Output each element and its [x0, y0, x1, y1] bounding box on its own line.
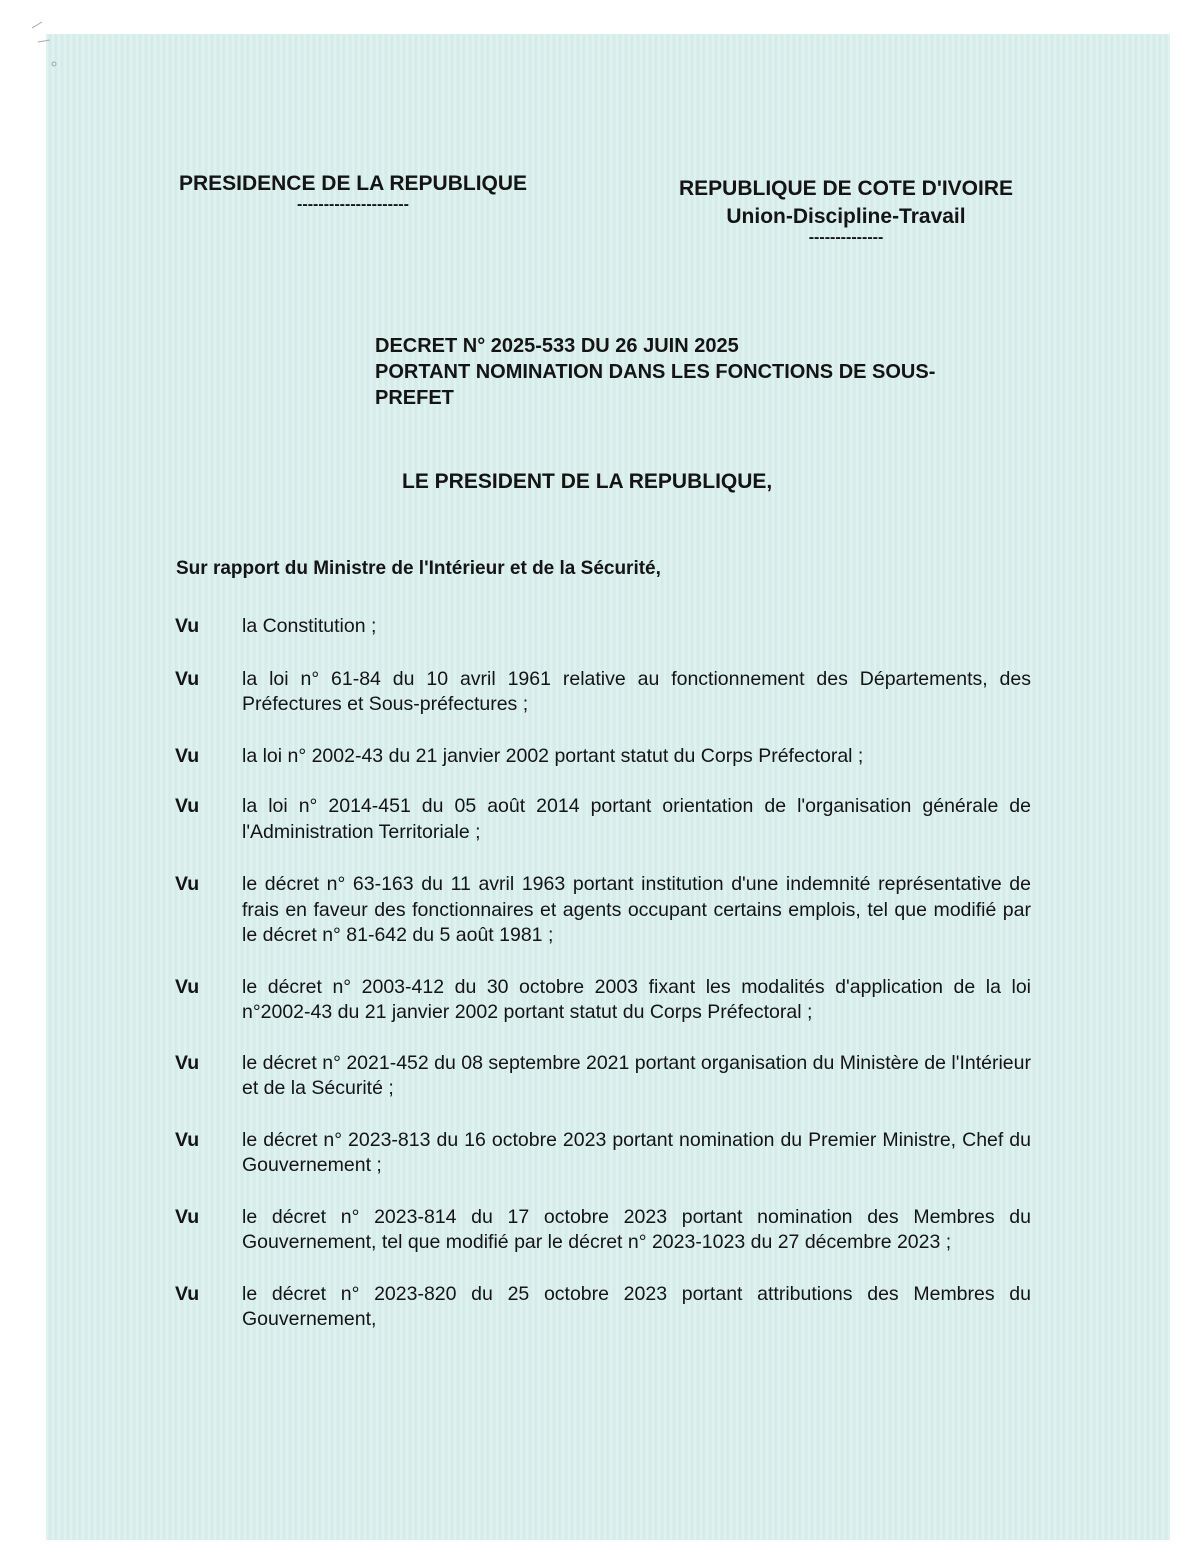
vu-label: Vu [175, 873, 200, 895]
president-heading: LE PRESIDENT DE LA REPUBLIQUE, [402, 470, 773, 493]
vu-text: le décret n° 2021-452 du 08 septembre 2021 portant organisation du Ministère de l'Intérieur et de la Sécurité ; [242, 1051, 1031, 1099]
vu-text: la Constitution ; [242, 615, 377, 637]
scan-artifact-mark [28, 20, 58, 70]
rapport-line: Sur rapport du Ministre de l'Intérieur et de la Sécurité, [176, 558, 661, 579]
vu-item [175, 1128, 1031, 1179]
vu-label: Vu [175, 975, 200, 998]
vu-item [175, 667, 1031, 718]
vu-item [175, 1205, 1031, 1256]
vu-item [175, 872, 1031, 949]
vu-text: la loi n° 61-84 du 10 avril 1961 relative au fonctionnement des Départements, des Préfectures et Sous-préfectures ; [242, 667, 1031, 715]
vu-text: le décret n° 2003-412 du 30 octobre 2003 fixant les modalités d'application de la loi n°2002-43 du 21 janvier 2002 portant statut du Corps Préfectoral ; [242, 975, 1031, 1023]
header-presidence [166, 170, 540, 212]
vu-text: le décret n° 2023-813 du 16 octobre 2023 portant nomination du Premier Ministre, Chef du Gouvernement ; [242, 1128, 1031, 1176]
vu-label: Vu [175, 1051, 200, 1074]
vu-label: Vu [175, 1205, 200, 1228]
decree-number-line: DECRET N° 2025-533 DU 26 JUIN 2025 [375, 335, 739, 357]
decree-subject-line: PORTANT NOMINATION DANS LES FONCTIONS DE SOUS- [375, 361, 936, 383]
vu-list [175, 614, 1031, 1333]
vu-label: Vu [175, 744, 200, 767]
vu-item [175, 744, 1031, 770]
vu-item [175, 1282, 1031, 1333]
decree-title [375, 333, 1035, 411]
vu-label: Vu [175, 1128, 200, 1151]
presidence-title: PRESIDENCE DE LA REPUBLIQUE [178, 172, 528, 195]
vu-label: Vu [175, 615, 200, 637]
header-republique [660, 175, 1032, 245]
vu-item [175, 794, 1031, 845]
vu-label: Vu [175, 795, 200, 817]
vu-text: la loi n° 2002-43 du 21 janvier 2002 portant statut du Corps Préfectoral ; [242, 744, 864, 767]
national-motto: Union-Discipline-Travail [726, 205, 966, 228]
republique-title: REPUBLIQUE DE COTE D'IVOIRE [678, 177, 1014, 200]
vu-label: Vu [175, 1282, 200, 1305]
vu-item [175, 614, 1031, 640]
vu-text: le décret n° 2023-814 du 17 octobre 2023 portant nomination des Membres du Gouvernement, tel que modifié par le décret n° 2023-1023 du 27 décembre 2023 ; [242, 1205, 1031, 1253]
vu-label: Vu [175, 667, 200, 690]
vu-text: le décret n° 2023-820 du 25 octobre 2023 portant attributions des Membres du Gouvernement, [242, 1282, 1031, 1330]
vu-text: le décret n° 63-163 du 11 avril 1963 portant institution d'une indemnité représentative de frais en faveur des fonctionnaires et agents occupant certains emplois, tel que modifié par le décret n° 81-642 du 5 août 1981 ; [242, 873, 1031, 946]
vu-text: la loi n° 2014-451 du 05 août 2014 portant orientation de l'organisation générale de l'Administration Territoriale ; [242, 795, 1031, 843]
presidence-separator: --------------------- [297, 196, 409, 213]
vu-item [175, 1051, 1031, 1102]
decree-subject-line-end: PREFET [375, 387, 454, 409]
vu-item [175, 975, 1031, 1026]
republique-separator: -------------- [808, 229, 884, 246]
